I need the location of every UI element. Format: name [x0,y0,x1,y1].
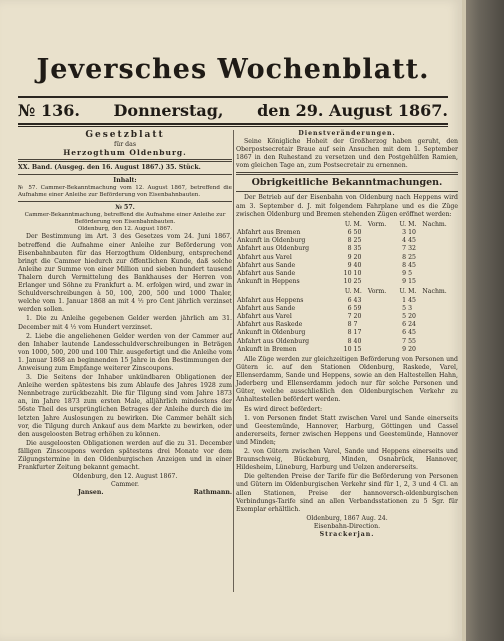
table-cell: Abfahrt aus Bremen [237,228,301,236]
table-cell: 4 [402,237,407,245]
table-row [236,262,458,270]
rail-paragraph-5: Die geltenden Preise der Tarife für die Beförderung von Personen und Gütern im Oldenburgischen Verkehr sind für 1, 2, 3 und 4 Cl. an allen Stationen, Preise der hannoversch-oldenburgischen Verbindungs-Tarife sind an allen Verbandsstationen zu 5 Sgr. für Exemplar erhältlich. [236,473,458,513]
table-cell: 8 [347,321,352,329]
table-cell: 5 [402,304,407,312]
rule [18,159,232,162]
gesetzblatt-herzogthum: Herzogthum Oldenburg. [63,148,187,158]
th: U. [344,288,352,296]
table-row [236,305,458,313]
th: M. [408,220,417,228]
table-cell: 8 [402,261,407,269]
table-cell: 32 [408,245,416,253]
table-cell [367,346,395,354]
table-cell: 25 [408,253,416,261]
article-paragraph-3: 2. Liebe die angeliehenen Gelder werden von der Cammer auf den Inhaber lautende Landesschuldverschreibungen in Beträgen von 1000, 500, 200 und 100 Thlr. ausgefertigt und die Anleihe vom 1. Januar 1868 an beginnenden 15 Jahre in den Bestimmungen der Anweisung zum Empfange weiterer Zinscoupons. [18,332,232,372]
table-cell: 9 [347,261,352,269]
article-sub1: Cammer-Bekanntmachung, betreffend die Aufnahme einer Anleihe zur [24,212,226,219]
table-cell [367,297,395,305]
table-row [236,313,458,321]
rail-closing-authority: Eisenbahn-Direction. [313,522,381,530]
table-cell: 9 [347,253,352,261]
gesetzblatt-fuer: für das [113,141,137,148]
table-row [236,321,458,329]
table-cell: 8 [347,337,352,345]
table-cell: 6 [347,228,352,236]
table-cell [421,329,458,337]
table-cell: Abfahrt aus Varel [237,312,292,320]
masthead-title: Jeversches Wochenblatt. [36,54,430,85]
table-cell [421,229,458,237]
th: Nachm. [422,220,447,228]
table-cell: 5 [402,312,407,320]
table-cell: 25 [353,278,362,286]
table-row [236,254,458,262]
table-cell: Abfahrt aus Varel [237,253,292,261]
table-cell: 40 [353,337,362,345]
article-sub2: Beförderung von Eisenbahnbauten. [74,219,176,226]
rail-paragraph-3: 1. von Personen findet Statt zwischen Varel und Sande einerseits und Geestemünde, Hannover, Harburg, Göttingen und Cassel andererseits, ferner zwischen Heppens und Geestemünde, Hannover und Minden; [236,414,458,446]
left-column [18,130,232,497]
rail-closing-date: Oldenburg, 1867 Aug. 24. [306,514,388,522]
table-cell: Abfahrt aus Sande [237,304,296,312]
table-cell [421,338,458,346]
table-cell: 15 [408,278,416,286]
book-edge [462,0,504,641]
table-row [236,329,458,337]
table-cell: Abfahrt aus Heppens [237,296,304,304]
table-cell: 9 [402,269,407,277]
obrig-title: Obrigkeitliche Bekanntmachungen. [251,177,443,189]
table-cell: 7 [347,312,352,320]
table-row [236,270,458,278]
issue-weekday: Donnerstag, [113,101,224,120]
issue-line [18,101,448,120]
table-cell: 10 [343,278,352,286]
column-divider [233,130,234,592]
masthead-rule [18,96,448,98]
table-cell: Abfahrt aus Oldenburg [237,245,310,253]
table-cell: Ankunft in Bremen [237,345,297,353]
article-number: № 57. [115,204,135,212]
rail-closing-signature: Strackerjan. [319,530,375,538]
inhalt-title: Inhalt: [113,177,137,185]
article-paragraph-5: Die ausgeloosten Obligationen werden auf die zu 31. December fälligen Zinscoupons werden spätestens drei Monate vor dem Zilgungstermine in den Oldenburgischen Anzeigen und in einer Frankfurter Zeitung bekannt gemacht. [18,439,232,472]
table-cell [421,270,458,278]
table-cell: 1 [402,296,407,304]
table-cell [367,305,395,313]
table-cell [367,254,395,262]
table-cell: 50 [353,228,362,236]
table-cell: 45 [408,261,416,269]
issue-rule-thin [18,126,448,127]
rail-paragraph-2: Es wird direct befördert: [244,405,323,413]
table-cell: 6 [402,329,407,337]
rail-paragraph-1: Alle Züge werden zur gleichzeitigen Beförderung von Personen und Gütern ic. auf den Stationen Oldenburg, Raskede, Varel, Ellenserdamm, Sande und Heppens, sowie an den Haltestellen Hahn, Jaderberg und Ellenserdamm jedoch nur für solche Personen und Güter, welche ausschließlich den Oldenburgischen Verkehr zu Anhaltestellen befördert werden. [236,356,458,404]
table-cell [421,297,458,305]
table-cell [367,329,395,337]
table-cell [367,270,395,278]
table-cell: 45 [408,296,416,304]
table-cell: Abfahrt aus Raskede [237,321,303,329]
timetable-1 [236,221,458,287]
th: Vorm. [367,220,387,228]
right-column [236,130,458,539]
th: U. [399,288,407,296]
rail-paragraph-4: 2. von Gütern zwischen Varel, Sande und Heppens einerseits und Braunschweig, Bückeburg, Minden, Osnabrück, Hannover, Hildesheim, Lüneburg, Harburg und Uelzen andererseits. [236,448,458,472]
dienst-title: Dienstveränderungen. [298,130,396,137]
table-cell: 43 [353,296,362,304]
table-cell [421,237,458,245]
th: U. [399,220,407,228]
table-cell: 8 [402,253,407,261]
table-row [236,278,458,286]
closing-place-date: Oldenburg, den 12. August 1867. [72,473,178,481]
inhalt-text: № 57. Cammer-Bekanntmachung vom 12. August 1867, betreffend die Aufnahme einer Anleihe zur Beförderung von Eisenbahnbauten. [18,185,232,199]
table-row [236,297,458,305]
table-cell: Ankunft in Heppens [237,278,300,286]
article-sub3: Oldenburg, den 12. August 1867. [77,226,173,233]
issue-number: № 136. [18,101,80,120]
table-cell: 9 [402,345,407,353]
table-cell: 7 [402,337,407,345]
table-cell: 7 [402,245,407,253]
obrig-text: Der Betrieb auf der Eisenbahn von Oldenburg nach Heppens wird am 3. September d. J. mit folgendem Fahrplane und es die Züge zwischen Oldenburg und Bremen stehenden Zügen eröffnet werden: [236,194,458,218]
table-cell: Abfahrt aus Sande [237,261,296,269]
table-cell: 20 [353,312,362,320]
table-cell: 6 [347,304,352,312]
timetable-2 [236,288,458,354]
table-cell: 10 [343,345,352,353]
rule [236,172,458,175]
timetable-header [236,221,458,229]
table-cell: Abfahrt aus Oldenburg [237,337,310,345]
table-cell: 10 [408,228,416,236]
rule [18,201,232,202]
table-cell [367,321,395,329]
table-cell: 6 [402,321,407,329]
table-cell [421,245,458,253]
table-cell [421,278,458,286]
table-row [236,237,458,245]
table-cell: 25 [353,237,362,245]
table-cell: Abfahrt aus Sande [237,269,296,277]
timetable-header [236,288,458,296]
table-cell: 45 [408,237,416,245]
table-row [236,338,458,346]
table-cell [367,237,395,245]
table-cell: 7 [353,321,358,329]
table-cell [367,245,395,253]
table-cell [421,346,458,354]
table-row [236,245,458,253]
table-cell: 40 [353,261,362,269]
table-cell: 24 [408,321,416,329]
table-cell [367,278,395,286]
table-row [236,346,458,354]
issue-rule [18,123,448,125]
table-cell: 10 [343,269,352,277]
table-cell: 17 [353,329,362,337]
table-cell: 20 [408,312,416,320]
article-paragraph-1: Der Bestimmung im Art. 3 des Gesetzes vom 24. Juni 1867, betreffend die Aufnahme einer Anleihe zur Beförderung von Eisenbahnbauten für das Herzogthum Oldenburg, entsprechend bringt die Cammer hiedurch zur öffentlichen Kunde, daß solche Anleihe zur Summe von einer Million und sieben hundert tausend Thalern durch Vermittelung des Bankhauses der Herren von Erlanger und Söhne zu Frankfurt a. M. erfolgen wird, und zwar in Schuldverschreibungen à 50, 100, 200, 500 und 1000 Thaler, welche vom 1. Januar 1868 an mit 4 ½ pro Cent jährlich verzinset werden sollen. [18,233,232,314]
table-cell [367,229,395,237]
closing-signatures [18,489,232,497]
table-cell: 35 [353,245,362,253]
table-cell [421,254,458,262]
table-cell [367,313,395,321]
table-cell: 15 [353,345,362,353]
rule [236,191,458,192]
th: Vorm. [367,288,387,296]
table-cell: 55 [408,337,416,345]
signature-jansen: Jansen. [78,489,104,497]
signature-rathmann: Rathmann. [193,489,232,497]
table-cell [421,305,458,313]
th: M. [408,288,417,296]
table-cell: 20 [353,253,362,261]
table-cell [367,338,395,346]
table-cell: 8 [347,329,352,337]
table-cell: Ankunft in Oldenburg [237,237,306,245]
table-cell: 6 [347,296,352,304]
th: Nachm. [422,288,447,296]
table-cell: 8 [347,237,352,245]
table-cell: 8 [347,245,352,253]
article-paragraph-2: 1. Die zu Anleihe gegebenen Gelder werden jährlich am 31. December mit 4 ½ vom Hundert verzinset. [18,315,232,331]
article-paragraph-4: 3. Die Seitens der Inhaber unkündbaren Obligationen der Anleihe werden spätestens bis zum Ablaufe des Jahres 1928 zum Nennbetrage zurückbezahlt. Die für Tilgung sind vom Jahre 1873 an, im Jahre 1873 zum ersten Male, alljährlich mindestens der 56ste Theil des ursprünglichen Betrages der Anleihe durch die im letzten Jahre Auslosungen zu bewirken. Die Cammer behält sich vor, die Tilgung durch Ankauf aus dem Markte zu bewirken, oder den ausgeloosten Betrag erhöhen zu können. [18,374,232,438]
table-cell: 9 [402,278,407,286]
th: U. [344,220,352,228]
closing-authority: Cammer. [110,481,140,489]
table-cell: Ankunft in Oldenburg [237,329,306,337]
table-cell [367,262,395,270]
issue-date: den 29. August 1867. [257,101,448,120]
band-line: XX. Band. (Ausgeg. den 16. August 1867.) 35. Stück. [18,164,201,172]
table-row [236,229,458,237]
table-cell [421,321,458,329]
table-cell: 59 [353,304,362,312]
table-cell [421,262,458,270]
gesetzblatt-heading: Gesetzblatt [85,130,165,140]
table-cell [421,313,458,321]
table-cell: 3 [402,228,407,236]
rule [18,174,232,175]
th [236,288,339,296]
th: M. [353,220,362,228]
table-cell: 45 [408,329,416,337]
table-cell: 3 [408,304,413,312]
th [236,221,339,229]
table-cell: 5 [408,269,413,277]
table-cell: 10 [353,269,362,277]
th: M. [353,288,362,296]
table-cell: 20 [408,345,416,353]
dienst-text: Seine Königliche Hoheit der Großherzog haben geruht, den Oberpostsecretair Braue auf sein Ansuchen mit dem 1. September 1867 in den Ruhestand zu versetzen und den Postgehülfen Ramien, vom gleichen Tage an, zum Postsecretair zu ernennen. [236,138,458,170]
